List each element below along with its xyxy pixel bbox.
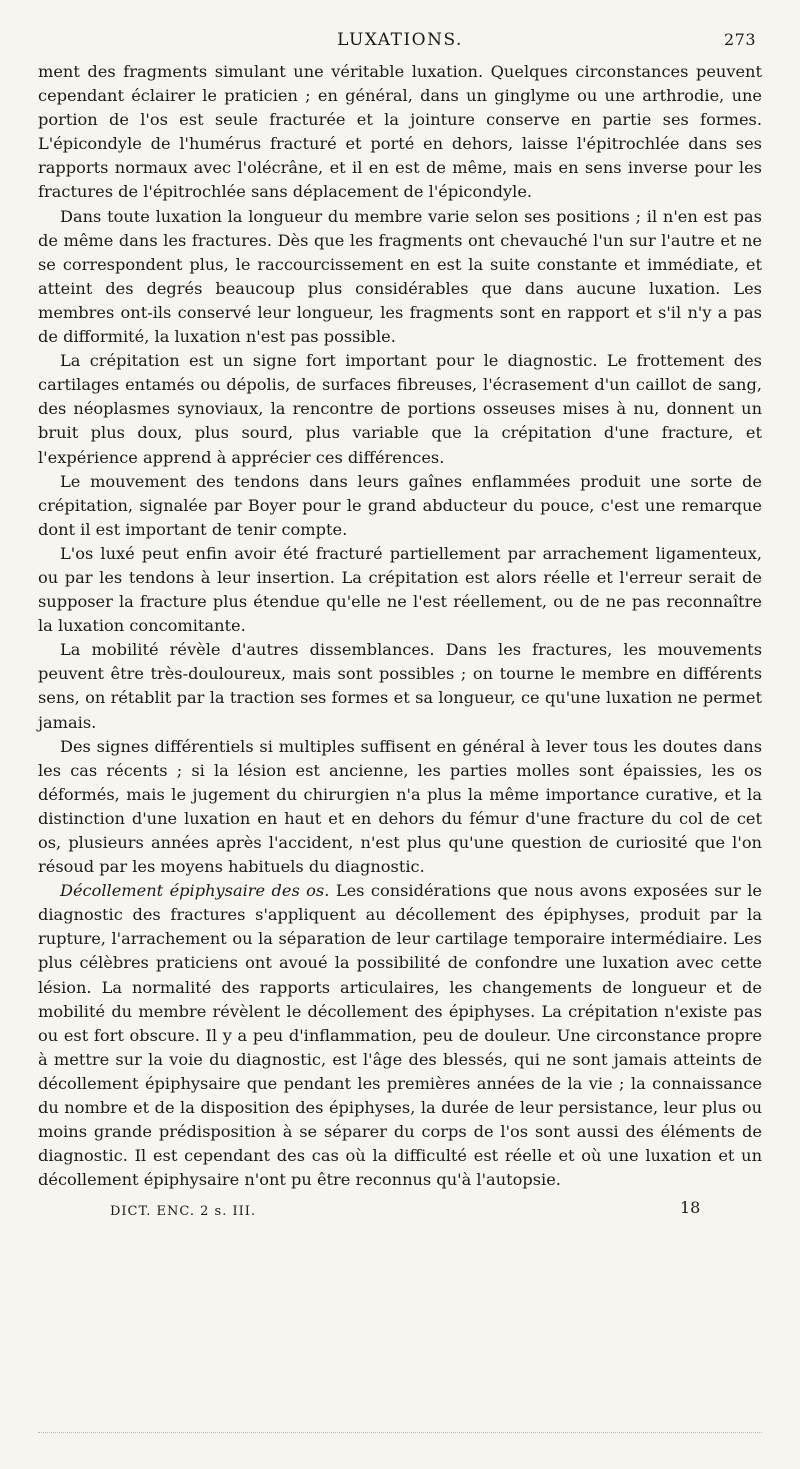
section-paragraph [38,879,762,1192]
sheet-number: 18 [680,1198,701,1218]
page-number: 273 [723,30,756,49]
bottom-rule [38,1432,762,1433]
running-header [38,28,762,60]
paragraph: Des signes différentiels si multiples suffisent en général à lever tous les doutes dans les cas récents ; si la lésion est ancienne, les parties molles sont épaissies, les os déformés, mais le jugement du chirurgien n'a plus la même importance curative, et la distinction d'une luxation en haut et en dehors du fémur d'une fracture du col de cet os, plusieurs années après l'accident, n'est plus qu'une question de curiosité que l'on résoud par les moyens habituels du diagnostic. [38,736,762,877]
page-footer [38,1198,762,1228]
paragraph: Le mouvement des tendons dans leurs gaînes enflammées produit une sorte de crépitation, signalée par Boyer pour le grand abducteur du pouce, c'est une remarque dont il est important de tenir compte. [38,471,762,539]
section-title: Décollement épiphysaire des os. [60,881,330,901]
paragraph: L'os luxé peut enfin avoir été fracturé partiellement par arrachement ligamenteux, ou par les tendons à leur insertion. La crépitation est alors réelle et l'erreur serait de supposer la fracture plus étendue qu'elle ne l'est réellement, ou de ne pas reconnaître la luxation concomitante. [38,543,762,636]
running-title: LUXATIONS. [337,30,463,50]
body-text [38,60,762,1192]
paragraph: ment des fragments simulant une véritable luxation. Quelques circonstances peuvent cependant éclairer le praticien ; en général, dans un ginglyme ou une arthrodie, une portion de l'os est seule fracturée et la jointure conserve en partie ses formes. L'épicondyle de l'humérus fracturé et porté en dehors, laisse l'épitrochlée dans ses rapports normaux avec l'olécrâne, et il en est de même, mais en sens inverse pour les fractures de l'épitrochlée sans déplacement de l'épicondyle. [38,62,762,202]
printer-signature: DICT. ENC. 2 s. III. [110,1204,257,1220]
paragraph: La crépitation est un signe fort important pour le diagnostic. Le frottement des cartilages entamés ou dépolis, de surfaces fibreuses, l'écrasement d'un caillot de sang, des néoplasmes synoviaux, la rencontre de portions osseuses mises à nu, donnent un bruit plus doux, plus sourd, plus variable que la crépitation d'une fracture, et l'expérience apprend à apprécier ces différences. [38,351,762,467]
paragraph: Dans toute luxation la longueur du membre varie selon ses positions ; il n'en est pas de même dans les fractures. Dès que les fragments ont chevauché l'un sur l'autre et ne se correspondent plus, le raccourcissement en est la suite constante et immédiate, et atteint des degrés beaucoup plus considérables que dans aucune luxation. Les membres ont-ils conservé leur longueur, les fragments sont en rapport et s'il n'y a pas de difformité, la luxation n'est pas possible. [38,206,762,347]
paragraph: La mobilité révèle d'autres dissemblances. Dans les fractures, les mouvements peuvent être très-douloureux, mais sont possibles ; on tourne le membre en différents sens, on rétablit par la traction ses formes et sa longueur, ce qu'une luxation ne permet jamais. [38,640,762,732]
section-text: Les considérations que nous avons exposées sur le diagnostic des fractures s'appliquent au décollement des épiphyses, produit par la rupture, l'arrachement ou la séparation de leur cartilage temporaire intermédiaire. Les plus célèbres praticiens ont avoué la possibilité de confondre une luxation avec cette lésion. La normalité des rapports articulaires, les changements de longueur et de mobilité du membre révèlent le décollement des épiphyses. La crépitation n'existe pas ou est fort obscure. Il y a peu d'inflammation, peu de douleur. Une circonstance propre à mettre sur la voie du diagnostic, est l'âge des blessés, qui ne sont jamais atteints de décollement épiphysaire que pendant les premières années de la vie ; la connaissance du nombre et de la disposition des épiphyses, la durée de leur persistance, leur plus ou moins grande prédisposition à se séparer du corps de l'os sont aussi des éléments de diagnostic. Il est cependant des cas où la difficulté est réelle et où une luxation et un décollement épiphysaire n'ont pu être reconnus qu'à l'autopsie. [38,881,762,1190]
